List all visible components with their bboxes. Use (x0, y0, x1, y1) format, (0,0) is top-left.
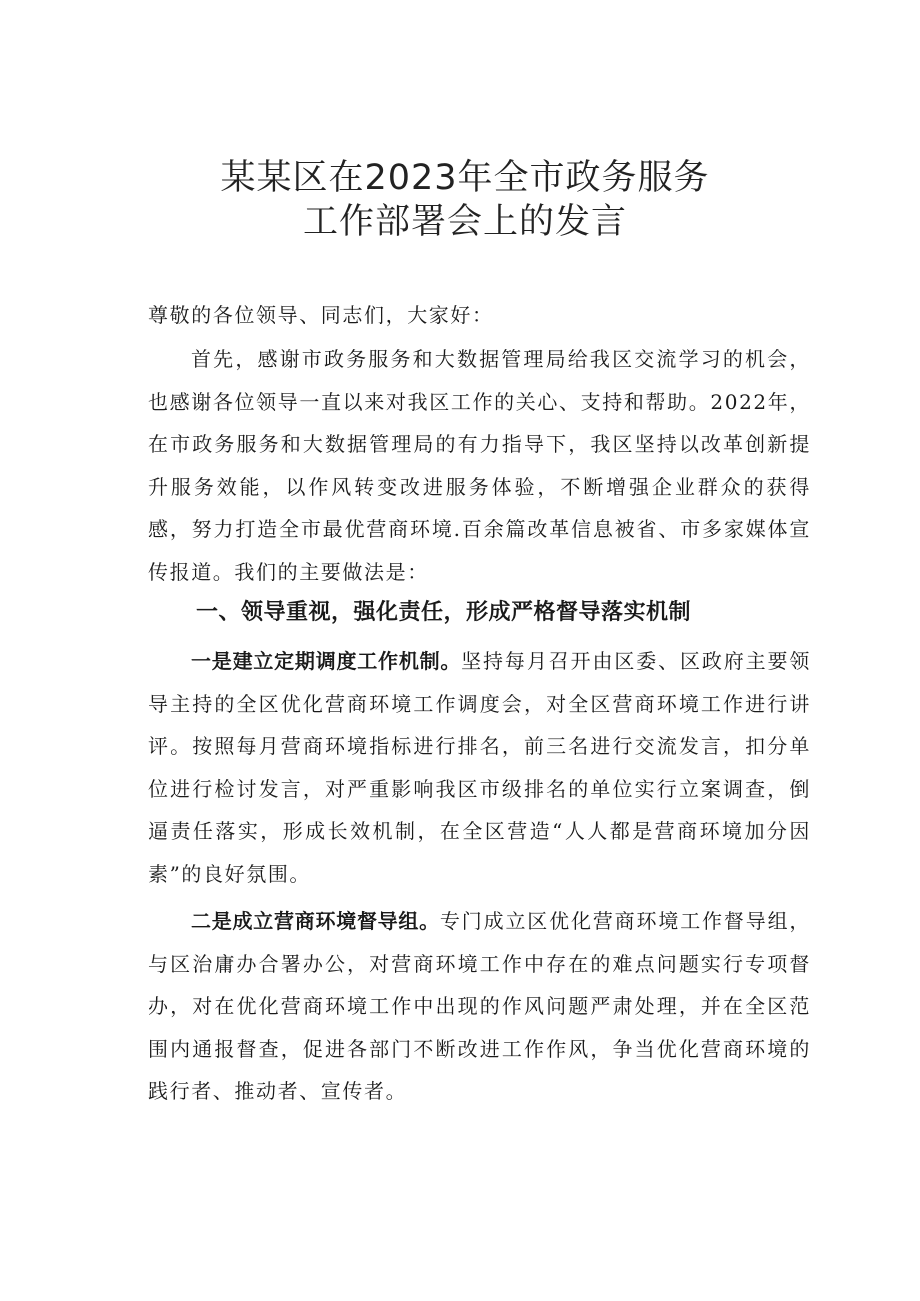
document-title-line-1: 某某区在2023年全市政务服务 (220, 158, 710, 198)
document-title-line-2: 工作部署会上的发言 (302, 202, 627, 242)
item-2-text: 专门成立区优化营商环境工作督导组，与区治庸办合署办公，对营商环境工作中存在的难点问题实行专项督办，对在优化营商环境工作中出现的作风问题严肃处理，并在全区范围内通报督查，促进各部门不断改进工作作风，争当优化营商环境的践行者、推动者、宣传者。 (148, 909, 812, 1104)
paragraph-item-2 (148, 900, 811, 1113)
salutation: 尊敬的各位领导、同志们，大家好： (148, 303, 494, 327)
paragraph-intro: 首先，感谢市政务服务和大数据管理局给我区交流学习的机会，也感谢各位领导一直以来对我区工作的关心、支持和帮助。2022年，在市政务服务和大数据管理局的有力指导下，我区坚持以改革创新提升服务效能，以作风转变改进服务体验，不断增强企业群众的获得感，努力打造全市最优营商环境.百余篇改革信息被省、市多家媒体宣传报道。我们的主要做法是： (148, 347, 811, 584)
item-1-text: 坚持每月召开由区委、区政府主要领导主持的全区优化营商环境工作调度会，对全区营商环境工作进行讲评。按照每月营商环境指标进行排名，前三名进行交流发言，扣分单位进行检讨发言，对严重影响我区市级排名的单位实行立案调查，倒逼责任落实，形成长效机制，在全区营造“人人都是营商环境加分因素”的良好氛围。 (148, 649, 811, 886)
item-2-lead: 二是成立营商环境督导组。 (191, 909, 440, 933)
section-heading-1: 一、领导重视，强化责任，形成严格督导落实机制 (196, 600, 692, 625)
item-1-lead: 一是建立定期调度工作机制。 (191, 649, 462, 673)
paragraph-item-1 (148, 640, 811, 896)
